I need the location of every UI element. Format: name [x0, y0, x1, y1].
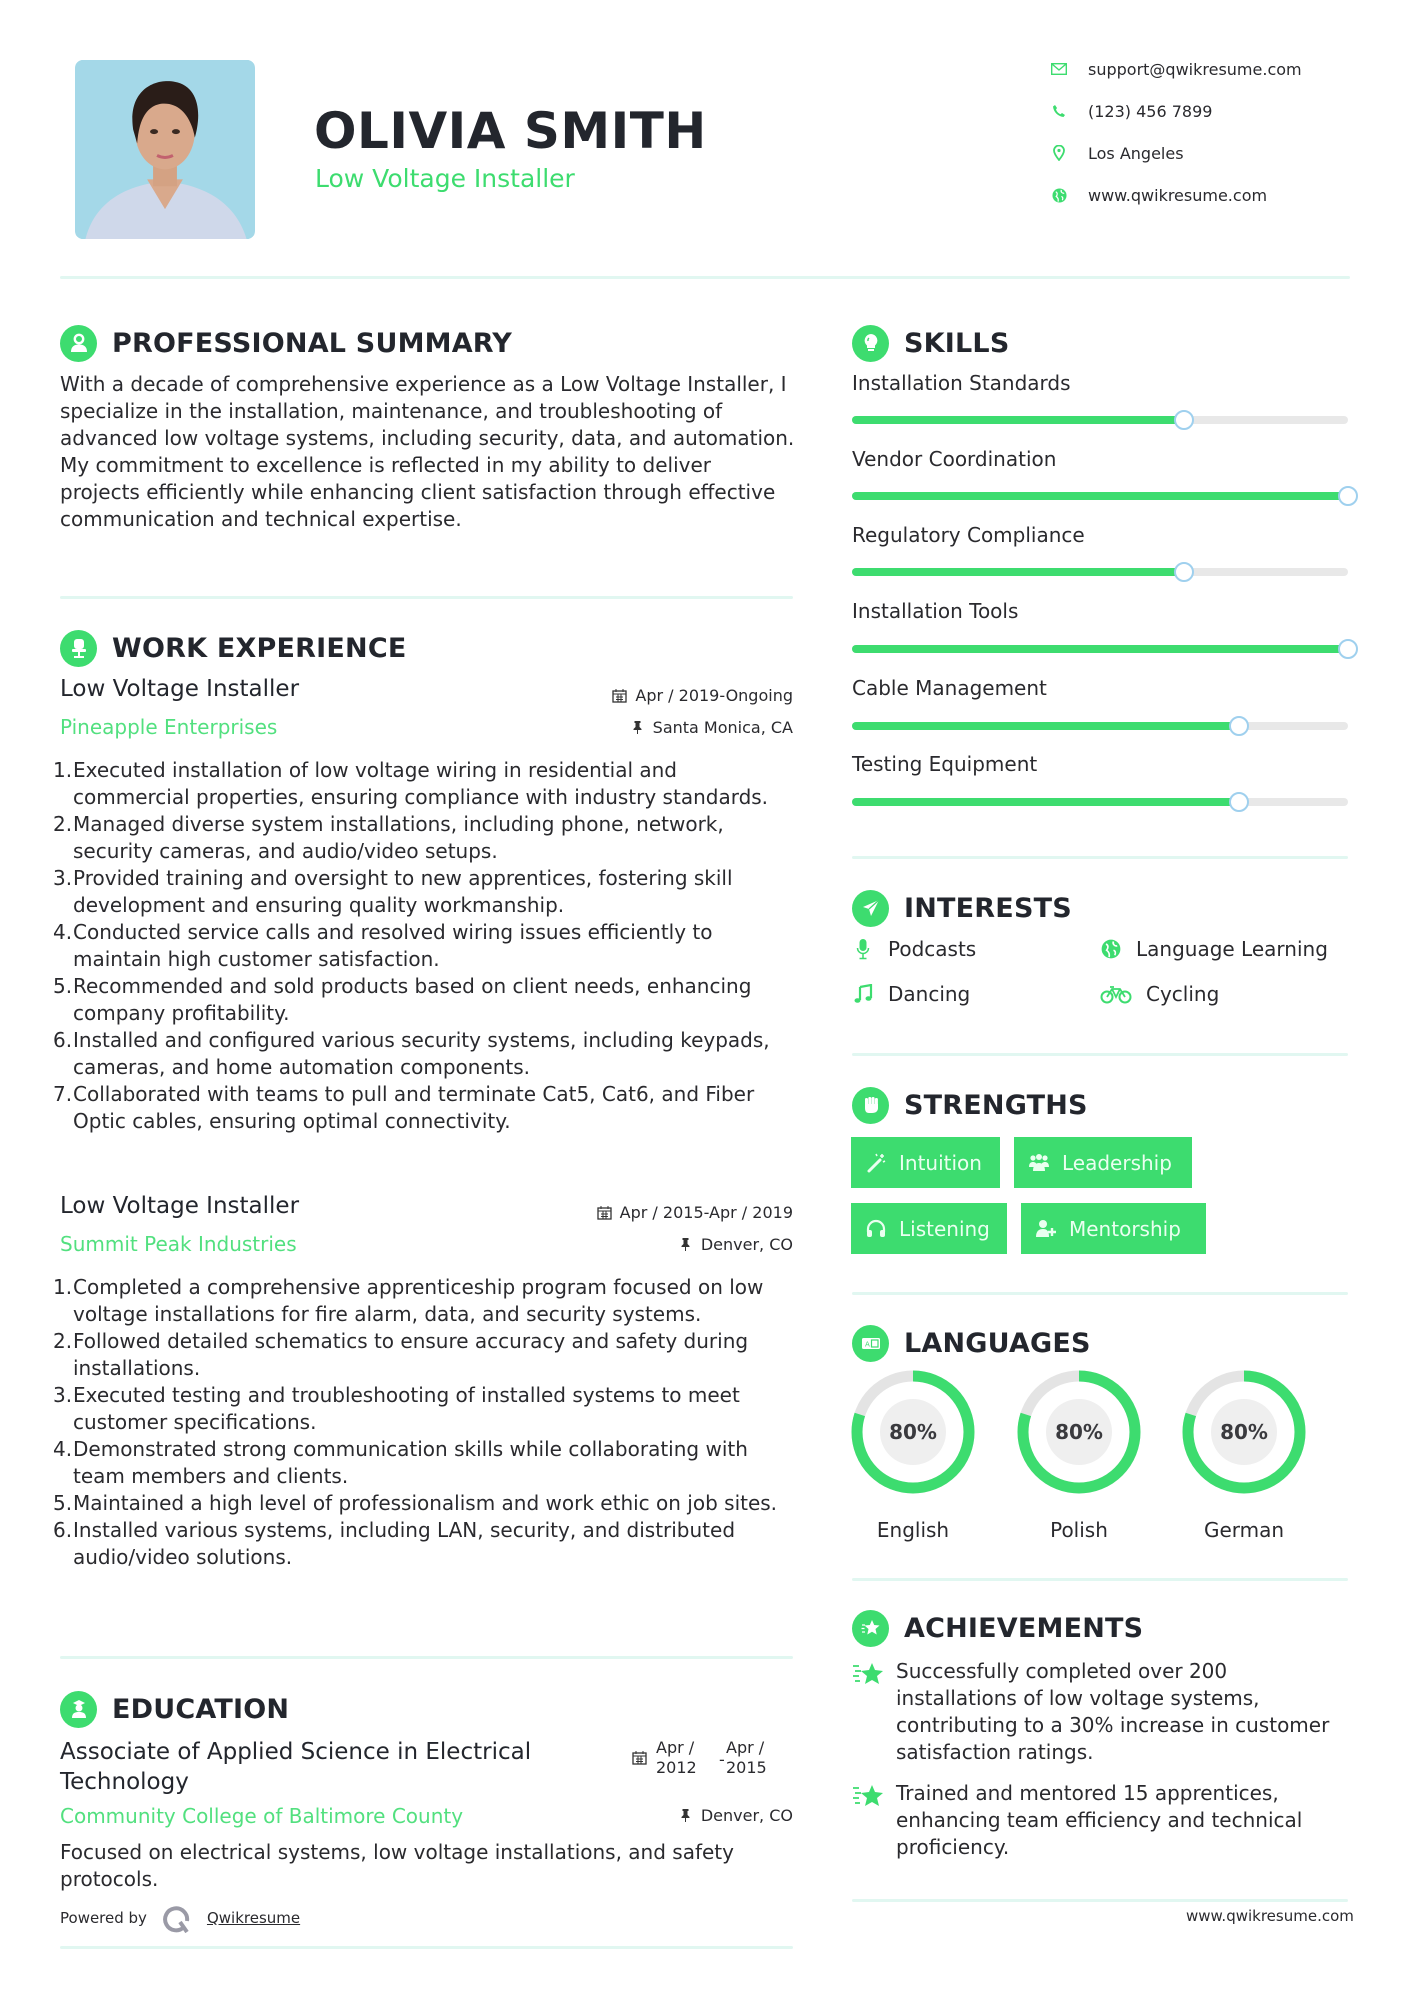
education-description: Focused on electrical systems, low voltage installations, and safety protocols.: [60, 1840, 734, 1891]
duty-item: 4. Demonstrated strong communication skills while collaborating with team members and clients.: [53, 1437, 748, 1488]
interests-heading: INTERESTS: [904, 892, 1072, 924]
powered-by-label: Powered by: [60, 1909, 147, 1927]
language-name: English: [876, 1518, 950, 1542]
education-section-heading: [60, 1690, 289, 1728]
achievements-heading: ACHIEVEMENTS: [904, 1612, 1144, 1644]
candidate-name: OLIVIA SMITH: [314, 102, 707, 160]
skill-fill: [852, 568, 1184, 576]
education-location-text: Denver, CO: [700, 1806, 793, 1825]
phone-text: (123) 456 7899: [1088, 101, 1213, 121]
achievement-text: Trained and mentored 15 apprentices, enhancing team efficiency and technical proficiency.: [896, 1781, 1303, 1859]
duty-item: 3. Provided training and oversight to new apprentices, fostering skill development and ensuring quality workmanship.: [53, 866, 733, 917]
job-1-location-text: Santa Monica, CA: [652, 718, 793, 737]
strength-label: Leadership: [1062, 1150, 1172, 1175]
globe-icon: [1100, 938, 1122, 960]
achievements-section-heading: [852, 1609, 1143, 1647]
job-1-duties: [55, 757, 795, 1135]
duty-item: 2. Managed diverse system installations, including phone, network, security cameras, and audio/video setups.: [53, 812, 724, 863]
summary-text: With a decade of comprehensive experience as a Low Voltage Installer, I specialize in the installation, maintenance, and troubleshooting of advanced low voltage systems, including security, data, and automation. My commitment to excellence is reflected in my ability to deliver projects efficiently while enhancing client satisfaction through effective communication and technical expertise.: [60, 372, 795, 531]
svg-text:A: A: [864, 1340, 870, 1349]
job-1-dates: [612, 686, 793, 705]
achievement-item: [852, 1780, 1352, 1861]
duty-item: 1. Completed a comprehensive apprenticeship program focused on low voltage installations for fire alarm, data, and security systems.: [53, 1275, 764, 1326]
duty-item: 6. Installed and configured various security systems, including keypads, cameras, and home automation components.: [53, 1028, 770, 1079]
calendar-icon: [612, 688, 627, 703]
map-pin-icon: [1050, 144, 1068, 162]
strengths-divider: [852, 1292, 1348, 1295]
skill-knob: [1174, 562, 1194, 582]
duty-item: 4. Conducted service calls and resolved wiring issues efficiently to maintain high customer satisfaction.: [53, 920, 713, 971]
interests-divider: [852, 1053, 1348, 1056]
school-name: Community College of Baltimore County: [60, 1804, 464, 1828]
skill-knob: [1338, 639, 1358, 659]
interests-section-heading: [852, 889, 1072, 927]
skill-fill: [852, 645, 1348, 653]
skill-bar: [852, 492, 1348, 500]
strength-chip: [851, 1137, 1000, 1188]
job-1-company: Pineapple Enterprises: [60, 715, 278, 739]
office-chair-icon: [60, 630, 97, 667]
interest-item: [1100, 982, 1219, 1006]
skill-label: Cable Management: [852, 676, 1047, 700]
contact-email[interactable]: [1050, 57, 1302, 81]
user-icon: [60, 325, 97, 362]
language-percent: 80%: [1055, 1420, 1103, 1444]
job-2-company: Summit Peak Industries: [60, 1232, 297, 1256]
skill-bar: [852, 645, 1348, 653]
achievement-text: Successfully completed over 200 installations of low voltage systems, contributing to a 30% increase in customer satisfaction ratings.: [896, 1659, 1330, 1764]
qwikresume-link[interactable]: Qwikresume: [206, 1909, 301, 1927]
summary-section-heading: [60, 324, 512, 362]
headphones-icon: [865, 1218, 887, 1240]
skill-bar: [852, 722, 1348, 730]
duty-item: 6. Installed various systems, including LAN, security, and distributed audio/video solutions.: [53, 1518, 736, 1569]
skill-knob: [1174, 410, 1194, 430]
strength-label: Intuition: [899, 1150, 982, 1175]
interest-label: Dancing: [888, 982, 971, 1006]
portrait-image: [75, 60, 255, 239]
envelope-icon: [1050, 60, 1068, 78]
profile-photo: [75, 60, 255, 239]
language-percent: 80%: [889, 1420, 937, 1444]
strength-chip: [851, 1203, 1007, 1254]
skill-bar: [852, 416, 1348, 424]
shooting-star-icon: [852, 1660, 886, 1688]
languages-divider: [852, 1578, 1348, 1581]
graduate-icon: [60, 1691, 97, 1728]
pushpin-icon: [630, 720, 645, 735]
duty-item: 5. Recommended and sold products based on client needs, enhancing company profitability.: [53, 974, 752, 1025]
user-plus-icon: [1035, 1218, 1057, 1240]
skill-label: Installation Tools: [852, 599, 1019, 623]
duty-item: 2. Followed detailed schematics to ensure accuracy and safety during installations.: [53, 1329, 749, 1380]
education-dates: Apr / 2012 - Apr / 2015: [632, 1738, 797, 1782]
work-heading: WORK EXPERIENCE: [112, 632, 407, 664]
pushpin-icon: [678, 1237, 693, 1252]
languages-heading: LANGUAGES: [904, 1327, 1091, 1359]
strength-chip: [1014, 1137, 1192, 1188]
education-heading: EDUCATION: [112, 1693, 290, 1725]
skill-fill: [852, 722, 1239, 730]
skill-bar: [852, 798, 1348, 806]
summary-heading: PROFESSIONAL SUMMARY: [112, 327, 513, 359]
candidate-job-title: Low Voltage Installer: [315, 164, 575, 193]
music-note-icon: [852, 983, 874, 1005]
microphone-icon: [852, 938, 874, 960]
star-badge-icon: [852, 1610, 889, 1647]
group-icon: [1028, 1152, 1050, 1174]
job-2-title: Low Voltage Installer: [60, 1193, 300, 1219]
email-text: support@qwikresume.com: [1088, 59, 1302, 79]
header-divider: [60, 276, 1350, 279]
contact-location: [1050, 141, 1184, 165]
language-item: [851, 1370, 975, 1542]
strengths-section-heading: [852, 1086, 1088, 1124]
work-divider: [60, 1656, 793, 1659]
skill-fill: [852, 492, 1348, 500]
duty-item: 7. Collaborated with teams to pull and terminate Cat5, Cat6, and Fiber Optic cables, ensuring optimal connectivity.: [53, 1082, 755, 1133]
interest-label: Podcasts: [888, 937, 977, 961]
calendar-icon: [597, 1205, 612, 1220]
language-item: [1017, 1370, 1141, 1542]
phone-icon: [1050, 102, 1068, 120]
interest-item: [1100, 937, 1328, 961]
education-location: [678, 1806, 793, 1825]
degree-title: Associate of Applied Science in Electrical Technology: [60, 1739, 532, 1795]
lightbulb-icon: [852, 325, 889, 362]
skill-label: Testing Equipment: [852, 752, 1038, 776]
skill-bar: [852, 568, 1348, 576]
job-2-dates: [597, 1203, 793, 1222]
calendar-icon: [632, 1750, 647, 1765]
skill-fill: [852, 798, 1239, 806]
job-2-location: [678, 1235, 793, 1254]
interest-label: Language Learning: [1136, 937, 1328, 961]
language-item: [1182, 1370, 1306, 1542]
fist-icon: [852, 1087, 889, 1124]
language-icon: [852, 1325, 889, 1362]
skill-knob: [1229, 792, 1249, 812]
powered-by: [60, 1903, 300, 1933]
skill-knob: [1338, 486, 1358, 506]
job-2-duties: [55, 1274, 795, 1571]
globe-icon: [1050, 186, 1068, 204]
job-2-location-text: Denver, CO: [700, 1235, 793, 1254]
job-1-dates-text: Apr / 2019-Ongoing: [635, 686, 793, 705]
strengths-heading: STRENGTHS: [904, 1089, 1088, 1121]
skill-label: Regulatory Compliance: [852, 523, 1085, 547]
strength-label: Listening: [899, 1216, 990, 1241]
contact-phone[interactable]: [1050, 99, 1212, 123]
languages-section-heading: [852, 1324, 1091, 1362]
shooting-star-icon: [852, 1782, 886, 1810]
skill-fill: [852, 416, 1184, 424]
website-text: www.qwikresume.com: [1088, 185, 1268, 205]
qwikresume-logo-icon: [163, 1903, 193, 1933]
footer-url[interactable]: www.qwikresume.com: [1186, 1907, 1354, 1925]
work-section-heading: [60, 629, 406, 667]
interest-item: [852, 982, 970, 1006]
achievement-item: [852, 1658, 1352, 1766]
language-percent: 80%: [1220, 1420, 1268, 1444]
education-divider: [60, 1946, 793, 1949]
interest-item: [852, 937, 976, 961]
job-1-title: Low Voltage Installer: [60, 676, 300, 702]
skill-label: Vendor Coordination: [852, 447, 1057, 471]
job-1-location: [630, 718, 793, 737]
duty-item: 5. Maintained a high level of professionalism and work ethic on job sites.: [53, 1491, 778, 1515]
skill-knob: [1229, 716, 1249, 736]
contact-website[interactable]: [1050, 183, 1267, 207]
bicycle-icon: [1100, 983, 1132, 1005]
strength-chip: [1021, 1203, 1206, 1254]
summary-divider: [60, 596, 793, 599]
strength-label: Mentorship: [1069, 1216, 1181, 1241]
duty-item: 1. Executed installation of low voltage wiring in residential and commercial properties, ensuring compliance with industry standards.: [53, 758, 769, 809]
job-2-dates-text: Apr / 2015-Apr / 2019: [619, 1203, 793, 1222]
interest-label: Cycling: [1146, 982, 1220, 1006]
skills-section-heading: [852, 324, 1009, 362]
language-name: Polish: [1050, 1518, 1108, 1542]
paper-plane-icon: [852, 890, 889, 927]
location-text: Los Angeles: [1088, 143, 1184, 163]
pushpin-icon: [678, 1808, 693, 1823]
duty-item: 3. Executed testing and troubleshooting of installed systems to meet customer specifications.: [53, 1383, 740, 1434]
skills-heading: SKILLS: [904, 327, 1010, 359]
skill-label: Installation Standards: [852, 371, 1071, 395]
magic-wand-icon: [865, 1152, 887, 1174]
skills-divider: [852, 856, 1348, 859]
language-name: German: [1203, 1518, 1285, 1542]
achievements-divider: [852, 1899, 1348, 1902]
